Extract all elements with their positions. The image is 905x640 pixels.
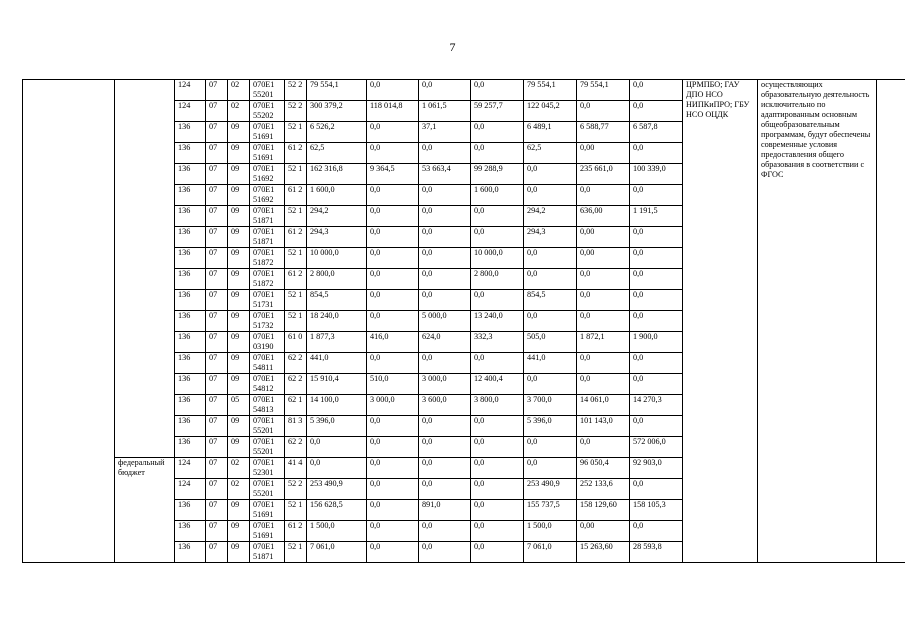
cell-rz: 07 (206, 353, 228, 374)
cell-vr: 52 1 (285, 248, 307, 269)
cell-v6: 0,0 (577, 437, 630, 458)
cell-v6: 15 263,60 (577, 542, 630, 563)
cell-v1: 79 554,1 (307, 80, 367, 101)
cell-vr: 52 2 (285, 80, 307, 101)
cell-v1: 441,0 (307, 353, 367, 374)
cell-v3: 0,0 (419, 416, 471, 437)
cell-v3: 0,0 (419, 521, 471, 542)
cell-v6: 0,00 (577, 521, 630, 542)
cell-vr: 61 2 (285, 185, 307, 206)
cell-v2: 0,0 (367, 521, 419, 542)
cell-v6: 0,0 (577, 269, 630, 290)
cell-pr: 09 (228, 248, 250, 269)
cell-v4: 0,0 (471, 479, 524, 500)
cell-v6: 0,0 (577, 311, 630, 332)
cell-v6: 0,00 (577, 248, 630, 269)
cell-grbs: 136 (175, 374, 206, 395)
cell-v6: 636,00 (577, 206, 630, 227)
cell-pr: 09 (228, 521, 250, 542)
cell-csr: 070E1 51732 (250, 311, 285, 332)
cell-v7: 0,0 (630, 269, 683, 290)
cell-vr: 52 1 (285, 311, 307, 332)
cell-csr: 070E1 54811 (250, 353, 285, 374)
cell-v5: 854,5 (524, 290, 577, 311)
cell-v6: 158 129,60 (577, 500, 630, 521)
cell-rz: 07 (206, 269, 228, 290)
cell-grbs: 124 (175, 458, 206, 479)
cell-vr: 61 0 (285, 332, 307, 353)
cell-vr: 52 1 (285, 290, 307, 311)
cell-v1: 300 379,2 (307, 101, 367, 122)
cell-v5: 0,0 (524, 374, 577, 395)
cell-v3: 0,0 (419, 353, 471, 374)
cell-pr: 09 (228, 542, 250, 563)
cell-v4: 1 600,0 (471, 185, 524, 206)
cell-csr: 070E1 51692 (250, 164, 285, 185)
cell-pr: 09 (228, 437, 250, 458)
cell-pr: 09 (228, 143, 250, 164)
cell-v4: 0,0 (471, 500, 524, 521)
cell-rz: 07 (206, 542, 228, 563)
cell-v7: 100 339,0 (630, 164, 683, 185)
cell-v6: 96 050,4 (577, 458, 630, 479)
cell-v5: 294,3 (524, 227, 577, 248)
cell-v7: 572 006,0 (630, 437, 683, 458)
cell-v4: 0,0 (471, 437, 524, 458)
cell-v4: 332,3 (471, 332, 524, 353)
cell-v7: 158 105,3 (630, 500, 683, 521)
cell-v3: 0,0 (419, 143, 471, 164)
cell-v2: 0,0 (367, 248, 419, 269)
cell-v7: 0,0 (630, 353, 683, 374)
cell-grbs: 136 (175, 332, 206, 353)
cell-rz: 07 (206, 437, 228, 458)
cell-v4: 0,0 (471, 542, 524, 563)
cell-v7: 0,0 (630, 101, 683, 122)
cell-v5: 0,0 (524, 458, 577, 479)
cell-v1: 1 600,0 (307, 185, 367, 206)
cell-v7: 0,0 (630, 374, 683, 395)
cell-rz: 07 (206, 311, 228, 332)
cell-v2: 0,0 (367, 206, 419, 227)
cell-vr: 62 2 (285, 353, 307, 374)
cell-v3: 0,0 (419, 206, 471, 227)
cell-grbs: 124 (175, 101, 206, 122)
cell-rz: 07 (206, 290, 228, 311)
cell-rz: 07 (206, 500, 228, 521)
cell-v1: 1 500,0 (307, 521, 367, 542)
cell-v3: 0,0 (419, 479, 471, 500)
cell-csr: 070E1 51691 (250, 122, 285, 143)
cell-csr: 070E1 51871 (250, 227, 285, 248)
cell-v6: 0,0 (577, 290, 630, 311)
cell-vr: 61 2 (285, 269, 307, 290)
cell-v2: 0,0 (367, 290, 419, 311)
cell-rz: 07 (206, 206, 228, 227)
cell-v4: 0,0 (471, 290, 524, 311)
cell-v3: 1 061,5 (419, 101, 471, 122)
cell-csr: 070E1 03190 (250, 332, 285, 353)
cell-v1: 294,2 (307, 206, 367, 227)
cell-pr: 09 (228, 311, 250, 332)
cell-csr: 070E1 51691 (250, 143, 285, 164)
cell-pr: 02 (228, 101, 250, 122)
cell-v3: 3 600,0 (419, 395, 471, 416)
cell-v3: 0,0 (419, 290, 471, 311)
cell-v5: 5 396,0 (524, 416, 577, 437)
cell-pr: 09 (228, 164, 250, 185)
cell-v1: 2 800,0 (307, 269, 367, 290)
cell-csr: 070E1 54812 (250, 374, 285, 395)
cell-v4: 59 257,7 (471, 101, 524, 122)
cell-csr: 070E1 55201 (250, 479, 285, 500)
cell-grbs: 124 (175, 479, 206, 500)
cell-v6: 101 143,0 (577, 416, 630, 437)
cell-v3: 0,0 (419, 80, 471, 101)
cell-grbs: 136 (175, 500, 206, 521)
cell-grbs: 136 (175, 206, 206, 227)
cell-v6: 1 872,1 (577, 332, 630, 353)
cell-grbs: 136 (175, 143, 206, 164)
source-cell (115, 80, 175, 458)
cell-v5: 6 489,1 (524, 122, 577, 143)
cell-v1: 294,3 (307, 227, 367, 248)
cell-v6: 0,0 (577, 353, 630, 374)
responsible-cell: ЦРМПБО; ГАУ ДПО НСО НИПКиПРО; ГБУ НСО ОЦДК (683, 80, 758, 563)
cell-rz: 07 (206, 80, 228, 101)
cell-v7: 0,0 (630, 416, 683, 437)
cell-grbs: 136 (175, 122, 206, 143)
cell-v7: 0,0 (630, 311, 683, 332)
cell-v5: 0,0 (524, 185, 577, 206)
cell-v2: 0,0 (367, 479, 419, 500)
cell-rz: 07 (206, 164, 228, 185)
cell-pr: 09 (228, 416, 250, 437)
cell-csr: 070E1 55201 (250, 80, 285, 101)
cell-v4: 0,0 (471, 122, 524, 143)
cell-csr: 070E1 52301 (250, 458, 285, 479)
cell-v1: 18 240,0 (307, 311, 367, 332)
cell-v3: 891,0 (419, 500, 471, 521)
cell-grbs: 136 (175, 437, 206, 458)
cell-grbs: 136 (175, 416, 206, 437)
cell-v2: 0,0 (367, 542, 419, 563)
cell-rz: 07 (206, 185, 228, 206)
cell-v7: 28 593,8 (630, 542, 683, 563)
cell-v2: 0,0 (367, 437, 419, 458)
cell-v2: 9 364,5 (367, 164, 419, 185)
cell-v1: 0,0 (307, 458, 367, 479)
cell-pr: 09 (228, 290, 250, 311)
cell-v7: 0,0 (630, 248, 683, 269)
cell-pr: 02 (228, 458, 250, 479)
cell-vr: 52 1 (285, 122, 307, 143)
cell-v2: 0,0 (367, 122, 419, 143)
cell-grbs: 136 (175, 311, 206, 332)
cell-v4: 12 400,4 (471, 374, 524, 395)
cell-csr: 070E1 51731 (250, 290, 285, 311)
cell-v7: 0,0 (630, 521, 683, 542)
cell-v2: 0,0 (367, 416, 419, 437)
cell-grbs: 124 (175, 80, 206, 101)
cell-pr: 09 (228, 269, 250, 290)
cell-vr: 52 2 (285, 479, 307, 500)
cell-v3: 0,0 (419, 227, 471, 248)
cell-v2: 0,0 (367, 500, 419, 521)
cell-vr: 62 2 (285, 437, 307, 458)
cell-v7: 0,0 (630, 143, 683, 164)
cell-v3: 0,0 (419, 248, 471, 269)
cell-v4: 0,0 (471, 521, 524, 542)
cell-v4: 99 288,9 (471, 164, 524, 185)
cell-v3: 0,0 (419, 458, 471, 479)
cell-v6: 0,00 (577, 227, 630, 248)
cell-v3: 0,0 (419, 542, 471, 563)
cell-grbs: 136 (175, 248, 206, 269)
cell-rz: 07 (206, 332, 228, 353)
cell-grbs: 136 (175, 269, 206, 290)
cell-v4: 0,0 (471, 353, 524, 374)
cell-rz: 07 (206, 521, 228, 542)
cell-pr: 09 (228, 332, 250, 353)
cell-vr: 62 1 (285, 395, 307, 416)
cell-v1: 253 490,9 (307, 479, 367, 500)
cell-v6: 0,0 (577, 101, 630, 122)
cell-v4: 0,0 (471, 458, 524, 479)
cell-pr: 09 (228, 374, 250, 395)
table-row (23, 80, 905, 101)
cell-v5: 0,0 (524, 164, 577, 185)
cell-v3: 624,0 (419, 332, 471, 353)
cell-v1: 1 877,3 (307, 332, 367, 353)
cell-v5: 0,0 (524, 269, 577, 290)
cell-pr: 09 (228, 206, 250, 227)
cell-v1: 14 100,0 (307, 395, 367, 416)
cell-v7: 0,0 (630, 80, 683, 101)
cell-v4: 0,0 (471, 80, 524, 101)
cell-grbs: 136 (175, 227, 206, 248)
cell-rz: 07 (206, 227, 228, 248)
cell-v5: 7 061,0 (524, 542, 577, 563)
cell-v4: 0,0 (471, 227, 524, 248)
cell-csr: 070E1 55201 (250, 416, 285, 437)
cell-v4: 0,0 (471, 143, 524, 164)
cell-csr: 070E1 51871 (250, 542, 285, 563)
cell-v2: 0,0 (367, 80, 419, 101)
cell-vr: 41 4 (285, 458, 307, 479)
cell-v2: 416,0 (367, 332, 419, 353)
cell-v1: 162 316,8 (307, 164, 367, 185)
cell-csr: 070E1 51871 (250, 206, 285, 227)
cell-rz: 07 (206, 374, 228, 395)
cell-rz: 07 (206, 395, 228, 416)
cell-pr: 09 (228, 353, 250, 374)
cell-pr: 09 (228, 227, 250, 248)
cell-v4: 3 800,0 (471, 395, 524, 416)
cell-v2: 510,0 (367, 374, 419, 395)
cell-v2: 118 014,8 (367, 101, 419, 122)
cell-v1: 10 000,0 (307, 248, 367, 269)
result-cell: осуществляющих образовательную деятельность исключительно по адаптированным основным общеобразовательным программам, будут обеспечены современные условия предоставления общего образования в соответствии с ФГОС (758, 80, 877, 563)
cell-v3: 0,0 (419, 269, 471, 290)
cell-grbs: 136 (175, 164, 206, 185)
cell-v2: 0,0 (367, 311, 419, 332)
cell-pr: 02 (228, 80, 250, 101)
cell-csr: 070E1 51872 (250, 269, 285, 290)
cell-v3: 37,1 (419, 122, 471, 143)
cell-v6: 14 061,0 (577, 395, 630, 416)
cell-rz: 07 (206, 458, 228, 479)
cell-v2: 0,0 (367, 353, 419, 374)
cell-vr: 61 2 (285, 521, 307, 542)
cell-v1: 0,0 (307, 437, 367, 458)
cell-v5: 0,0 (524, 437, 577, 458)
cell-v6: 235 661,0 (577, 164, 630, 185)
note-cell (877, 80, 905, 563)
cell-v2: 0,0 (367, 269, 419, 290)
cell-vr: 52 1 (285, 500, 307, 521)
cell-v1: 15 910,4 (307, 374, 367, 395)
cell-v2: 0,0 (367, 143, 419, 164)
cell-v7: 0,0 (630, 479, 683, 500)
cell-vr: 81 3 (285, 416, 307, 437)
cell-v2: 0,0 (367, 458, 419, 479)
cell-vr: 52 2 (285, 101, 307, 122)
cell-v3: 3 000,0 (419, 374, 471, 395)
cell-v5: 441,0 (524, 353, 577, 374)
cell-v5: 62,5 (524, 143, 577, 164)
cell-csr: 070E1 51872 (250, 248, 285, 269)
cell-v1: 854,5 (307, 290, 367, 311)
cell-rz: 07 (206, 101, 228, 122)
cell-grbs: 136 (175, 185, 206, 206)
cell-grbs: 136 (175, 542, 206, 563)
cell-v3: 0,0 (419, 185, 471, 206)
cell-v4: 13 240,0 (471, 311, 524, 332)
cell-rz: 07 (206, 122, 228, 143)
cell-v7: 14 270,3 (630, 395, 683, 416)
cell-v5: 253 490,9 (524, 479, 577, 500)
cell-v3: 5 000,0 (419, 311, 471, 332)
cell-v5: 3 700,0 (524, 395, 577, 416)
cell-v6: 0,0 (577, 185, 630, 206)
cell-v2: 0,0 (367, 185, 419, 206)
cell-pr: 05 (228, 395, 250, 416)
cell-v6: 79 554,1 (577, 80, 630, 101)
cell-csr: 070E1 54813 (250, 395, 285, 416)
cell-csr: 070E1 51691 (250, 500, 285, 521)
cell-rz: 07 (206, 248, 228, 269)
cell-v7: 6 587,8 (630, 122, 683, 143)
cell-v4: 2 800,0 (471, 269, 524, 290)
cell-v6: 0,00 (577, 143, 630, 164)
cell-vr: 62 2 (285, 374, 307, 395)
cell-rz: 07 (206, 143, 228, 164)
cell-pr: 09 (228, 500, 250, 521)
cell-rz: 07 (206, 479, 228, 500)
cell-v7: 0,0 (630, 185, 683, 206)
cell-grbs: 136 (175, 353, 206, 374)
cell-vr: 52 1 (285, 164, 307, 185)
cell-v5: 79 554,1 (524, 80, 577, 101)
task-cell (23, 80, 115, 563)
cell-vr: 52 1 (285, 542, 307, 563)
cell-v2: 3 000,0 (367, 395, 419, 416)
cell-v4: 0,0 (471, 416, 524, 437)
cell-v5: 1 500,0 (524, 521, 577, 542)
cell-v6: 6 588,77 (577, 122, 630, 143)
cell-v5: 0,0 (524, 311, 577, 332)
cell-v3: 0,0 (419, 437, 471, 458)
cell-v5: 505,0 (524, 332, 577, 353)
cell-v5: 122 045,2 (524, 101, 577, 122)
page-number: 7 (449, 40, 456, 54)
cell-pr: 09 (228, 122, 250, 143)
cell-v6: 252 133,6 (577, 479, 630, 500)
cell-csr: 070E1 51692 (250, 185, 285, 206)
cell-v1: 6 526,2 (307, 122, 367, 143)
cell-v4: 10 000,0 (471, 248, 524, 269)
cell-v2: 0,0 (367, 227, 419, 248)
cell-grbs: 136 (175, 395, 206, 416)
cell-v7: 0,0 (630, 290, 683, 311)
budget-table (22, 79, 905, 563)
cell-v5: 155 737,5 (524, 500, 577, 521)
cell-csr: 070E1 55202 (250, 101, 285, 122)
cell-v6: 0,0 (577, 374, 630, 395)
cell-csr: 070E1 51691 (250, 521, 285, 542)
cell-v7: 1 191,5 (630, 206, 683, 227)
cell-v7: 0,0 (630, 227, 683, 248)
cell-v1: 5 396,0 (307, 416, 367, 437)
cell-vr: 61 2 (285, 227, 307, 248)
cell-v4: 0,0 (471, 206, 524, 227)
cell-v7: 1 900,0 (630, 332, 683, 353)
cell-v1: 7 061,0 (307, 542, 367, 563)
cell-csr: 070E1 55201 (250, 437, 285, 458)
cell-rz: 07 (206, 416, 228, 437)
cell-vr: 61 2 (285, 143, 307, 164)
cell-v5: 0,0 (524, 248, 577, 269)
cell-v7: 92 903,0 (630, 458, 683, 479)
cell-grbs: 136 (175, 290, 206, 311)
cell-v1: 156 628,5 (307, 500, 367, 521)
cell-v5: 294,2 (524, 206, 577, 227)
source-cell-federal: федеральный бюджет (115, 458, 175, 563)
cell-v3: 53 663,4 (419, 164, 471, 185)
cell-pr: 02 (228, 479, 250, 500)
cell-pr: 09 (228, 185, 250, 206)
cell-v1: 62,5 (307, 143, 367, 164)
cell-vr: 52 1 (285, 206, 307, 227)
cell-grbs: 136 (175, 521, 206, 542)
